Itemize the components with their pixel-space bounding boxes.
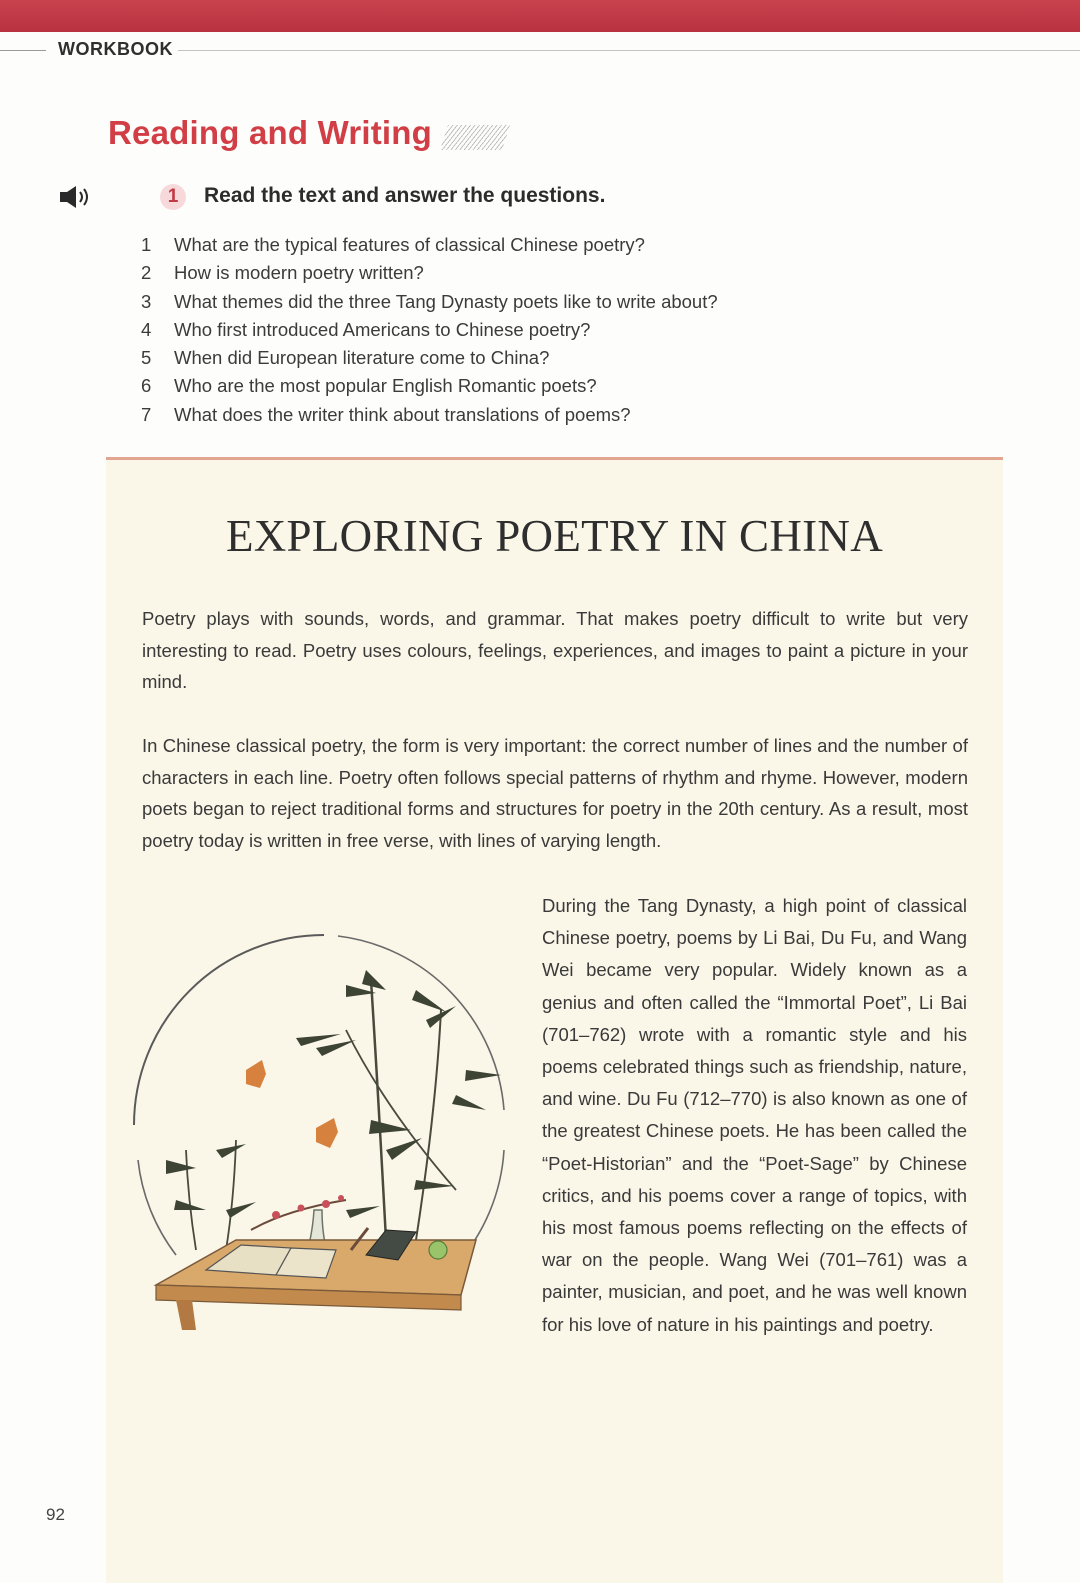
question-number: 1 <box>141 234 152 255</box>
page-number: 92 <box>46 1505 65 1524</box>
exercise-header <box>58 180 758 214</box>
question-number: 3 <box>141 290 152 312</box>
exercise-number-badge: 1 <box>160 184 186 210</box>
question-text: What themes did the three Tang Dynasty poets like to write about? <box>174 290 718 312</box>
article-paragraph: In Chinese classical poetry, the form is very important: the correct number of lines and the number of characters in each line. Poetry often follows special patterns of rhythm and rhyme. However, modern poets began to reject traditional forms and structures for poetry in the 20th century. As a result, most poetry today is written in free verse, with lines of varying length. <box>142 735 968 851</box>
question-text: How is modern poetry written? <box>174 262 424 284</box>
question-number: 6 <box>141 375 152 397</box>
question-item <box>141 259 841 287</box>
question-item <box>141 401 841 429</box>
question-text: What are the typical features of classical Chinese poetry? <box>174 234 645 255</box>
question-number: 7 <box>141 403 152 425</box>
article-paragraph: Poetry plays with sounds, words, and grammar. That makes poetry difficult to write but very interesting to read. Poetry uses colours, feelings, experiences, and images to paint a picture in your mind. <box>142 608 968 692</box>
ink-painting-bamboo-illustration <box>116 910 516 1360</box>
question-list <box>141 231 841 429</box>
article-panel <box>106 460 1003 1583</box>
question-text: Who first introduced Americans to Chinese poetry? <box>174 318 591 340</box>
article-paragraph: During the Tang Dynasty, a high point of classical Chinese poetry, poems by Li Bai, Du Fu, and Wang Wei became very popular. Widely known as a genius and often called the “Immortal Poet”, Li Bai (701–762) wrote with a romantic style and his poems celebrated things such as friendship, nature, and wine. Du Fu (712–770) is also known as one of the greatest Chinese poets. He has been called the “Poet-Historian” and the “Poet-Sage” by Chinese critics, and his poems cover a range of topics, with his most famous poems reflecting on the effects of war on the people. Wang Wei (701–761) was a painter, musician, and poet, and he was well known for his love of nature in his paintings and poetry. <box>542 895 967 1335</box>
header-rule-left <box>0 50 46 51</box>
question-item <box>141 344 841 372</box>
header-rule-right <box>178 50 1080 51</box>
top-color-band <box>0 0 1080 32</box>
question-number: 2 <box>141 262 152 284</box>
header-label: WORKBOOK <box>58 39 173 59</box>
question-number: 4 <box>141 318 152 340</box>
title-hatch-decoration <box>440 125 510 150</box>
question-text: What does the writer think about translations of poems? <box>174 403 631 425</box>
question-item <box>141 231 841 259</box>
question-text: When did European literature come to China? <box>174 347 550 369</box>
question-number: 5 <box>141 347 152 369</box>
question-item <box>141 288 841 316</box>
running-header <box>0 38 1080 62</box>
question-text: Who are the most popular English Romantic poets? <box>174 375 597 397</box>
section-title: Reading and Writing <box>108 114 433 151</box>
question-item <box>141 372 841 400</box>
speaker-icon[interactable] <box>58 184 94 210</box>
article-title: EXPLORING POETRY IN CHINA <box>225 511 884 561</box>
question-item <box>141 316 841 344</box>
exercise-instruction: Read the text and answer the questions. <box>204 184 606 207</box>
